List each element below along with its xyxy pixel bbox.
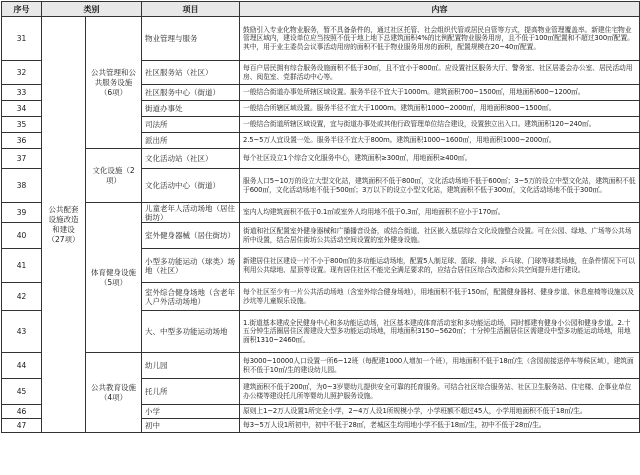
item-name: 文化活动中心（街道） — [142, 169, 240, 203]
item-content: 一般结合街道所辖区域设置，宜与街道办事处或其他行政管理单位结合建设，设置独立出入口。建筑面积120~240㎡。 — [240, 117, 640, 133]
item-content: 每3~5万人设1所初中，初中不低于28㎡，老城区生均用地小学不低于18㎡/生，初中不低于28㎡/生。 — [240, 419, 640, 433]
row-number: 38 — [2, 169, 42, 203]
item-content: 每百户居民拥有综合服务设施面积不低于30㎡，且不宜小于800㎡。应设置社区服务大厅、警务室、社区居委会办公室、居民活动用房、阅览室、党群活动中心等。 — [240, 61, 640, 85]
row-number: 47 — [2, 419, 42, 433]
item-name: 司法所 — [142, 117, 240, 133]
header-no: 序号 — [2, 2, 42, 17]
item-name: 物业管理与服务 — [142, 17, 240, 61]
group-public-service: 公共管理和公共服务设施（6项） — [86, 17, 142, 149]
header-category: 类别 — [42, 2, 142, 17]
table-row — [2, 203, 640, 223]
item-name: 室外健身器械（居住街坊） — [142, 223, 240, 249]
row-number: 37 — [2, 149, 42, 169]
item-content: 1.街道基本建成全民健身中心和多功能运动场，社区基本建成体育活动室和多功能运动场，同时都建有健身小公园和健身步道。2.十五分钟生活圈居住区需建设大型多功能运动场地，用地面积3150~5620㎡；十分钟生活圈居住区需建设中型多功能运动场地，用地面积1310~2460㎡。 — [240, 311, 640, 353]
item-name: 社区服务站（社区） — [142, 61, 240, 85]
item-content: 服务人口5~10万的设立大型文化站，建筑面积不低于800㎡，文化活动场地不低于600㎡；3~5万的设立中型文化站，建筑面积不低于600㎡，文化活动场地不低于500㎡；3万以下的设立小型文化站，建筑面积不低于300㎡，文化活动场地不低于300㎡。 — [240, 169, 640, 203]
item-name: 托儿所 — [142, 379, 240, 405]
group-sports: 体育健身设施（5项） — [86, 203, 142, 353]
row-number: 32 — [2, 61, 42, 85]
row-number: 39 — [2, 203, 42, 223]
facility-standards-table — [1, 1, 640, 433]
item-content: 每3000~10000人口设置一所6~12班（每配建1000人增加一个班），用地面积不低于18㎡/生（含园前接送停车等候区域），建筑面积不低于10㎡/生的建设幼儿园。 — [240, 353, 640, 379]
row-number: 46 — [2, 405, 42, 419]
row-number: 45 — [2, 379, 42, 405]
group-culture: 文化设施（2项） — [86, 149, 142, 203]
item-content: 建筑面积不低于200㎡，为0~3岁婴幼儿提供安全可靠的托育服务。可结合社区综合服务站、社区卫生服务站、住宅楼、企事业单位办公楼等建设托儿所等婴幼儿照护服务设施。 — [240, 379, 640, 405]
row-number: 40 — [2, 223, 42, 249]
item-content: 一般结合街道办事处所辖区域设置。服务半径不宜大于1000m。建筑面积700~1500㎡，用地面积600~1200㎡。 — [240, 85, 640, 101]
item-name: 儿童老年人活动场地（居住街坊） — [142, 203, 240, 223]
item-name: 派出所 — [142, 133, 240, 149]
item-name: 幼儿园 — [142, 353, 240, 379]
row-number: 41 — [2, 249, 42, 283]
main-category: 公共配套设施改造和建设（27项） — [42, 17, 86, 433]
item-name: 初中 — [142, 419, 240, 433]
table-row — [2, 353, 640, 379]
item-content: 2.5~5万人宜设置一处。服务半径不宜大于800m。建筑面积1000~1600㎡，用地面积1000~2000㎡。 — [240, 133, 640, 149]
item-content: 一般结合所辖区域设置。服务半径不宜大于1000m。建筑面积1000~2000㎡，用地面积800~1500㎡。 — [240, 101, 640, 117]
row-number: 35 — [2, 117, 42, 133]
item-name: 大、中型多功能运动场地 — [142, 311, 240, 353]
item-name: 街道办事处 — [142, 101, 240, 117]
header-content: 内容 — [240, 2, 640, 17]
item-content: 街道和社区配置室外健身器械和广播播音设备，或结合街道、社区嵌入基层综合文化设施整合设置。可在公园、绿地、广场等公共场所中设置，结合居住街坊公共活动空间设置的室外健身设施。 — [240, 223, 640, 249]
row-number: 34 — [2, 101, 42, 117]
item-name: 社区服务中心（街道） — [142, 85, 240, 101]
item-name: 小学 — [142, 405, 240, 419]
item-content: 原则上1~2万人设置1所完全小学，2~4万人设1所规模小学，小学班额不超过45人，小学用地面积不低于18㎡/生。 — [240, 405, 640, 419]
item-name: 文化活动站（社区） — [142, 149, 240, 169]
item-content: 室内人均建筑面积不低于0.1㎡或室外人均用地不低于0.3㎡，用地面积不应小于170㎡。 — [240, 203, 640, 223]
table-row — [2, 17, 640, 61]
table-header-row — [2, 2, 640, 17]
group-education: 公共教育设施（4项） — [86, 353, 142, 433]
row-number: 43 — [2, 311, 42, 353]
item-content: 每个社区设立1个综合文化服务中心，建筑面积≥300㎡，用地面积≥400㎡。 — [240, 149, 640, 169]
item-name: 室外综合健身场地（含老年人户外活动场地） — [142, 283, 240, 311]
item-name: 小型多功能运动（球类）场地（社区） — [142, 249, 240, 283]
row-number: 44 — [2, 353, 42, 379]
row-number: 31 — [2, 17, 42, 61]
row-number: 36 — [2, 133, 42, 149]
table-row — [2, 149, 640, 169]
header-item: 项目 — [142, 2, 240, 17]
item-content: 每个社区至少有一片公共活动场地（含室外综合健身场地），用地面积不低于150㎡，配置健身器材、健身步道、休息座椅等设施以及沙坑等儿童娱乐设施。 — [240, 283, 640, 311]
item-content: 鼓励引入专业化物业服务，暂不具备条件的，通过社区托管、社会组织代管或居民自管等方式，提高物业管理覆盖率。新建住宅物业管理区域内，建设单位应当按照不低于地上地下总建筑面积4%的比例配置物业服务用房，且不低于100㎡配置和不超过300㎡配置。其中，用于业主委员会议事活动用房的面积不低于物业服务用房的面积，配置规模在20~40㎡配置。 — [240, 17, 640, 61]
item-content: 新建居住社区建设一片不小于800㎡的多功能运动场地，配置5人制足球、篮球、排球、乒乓球、门球等球类场地，在条件情况下可以利用公共绿地、屋顶等设置。现有居住社区不能完全满足要求的，应结合居住区综合改造和公共空间提升进行建设。 — [240, 249, 640, 283]
row-number: 33 — [2, 85, 42, 101]
row-number: 42 — [2, 283, 42, 311]
